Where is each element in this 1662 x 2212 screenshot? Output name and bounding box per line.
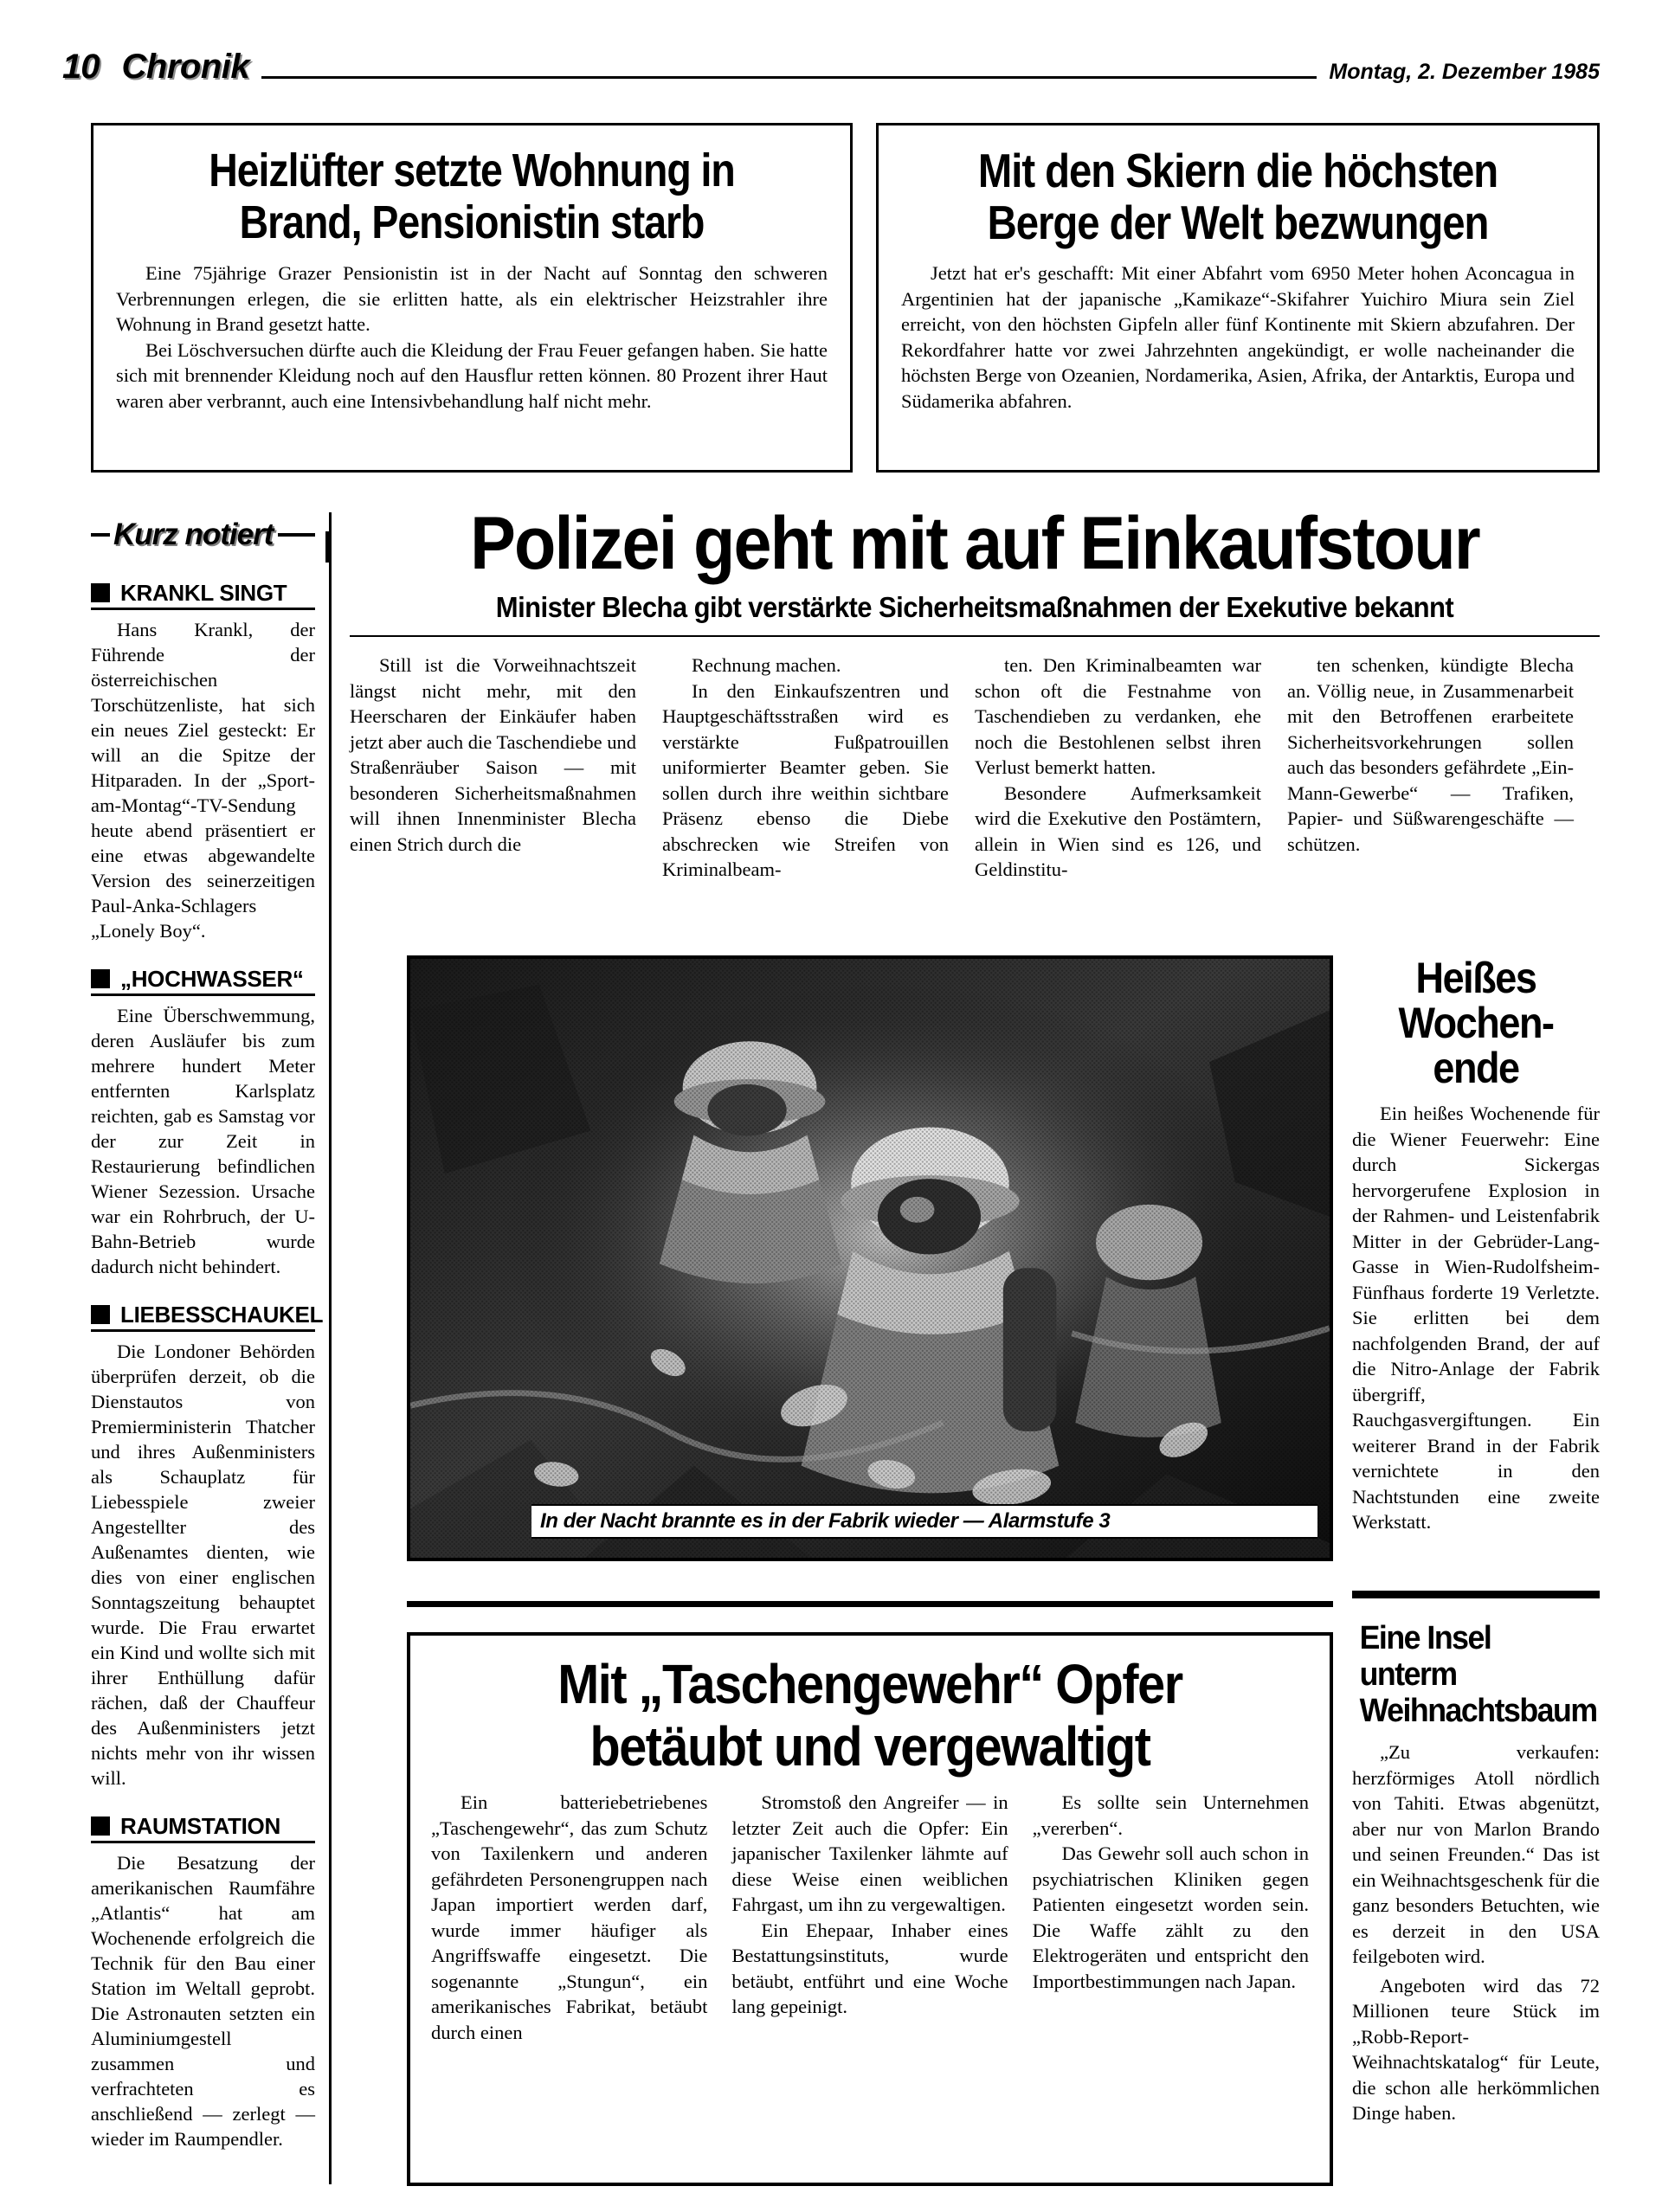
photo-firefighters [407,955,1333,1561]
story-ski-body [901,260,1575,414]
kurz-notiert-header [91,512,315,557]
kurz-item-body [91,617,315,943]
lead-column-2 [662,653,949,883]
paragraph: Besondere Aufmerksamkeit wird die Exekutive den Postämtern, allein in Wien sind es 126, und Geldinstitu- [975,781,1261,880]
kurz-notiert-column [91,512,332,2184]
paragraph: Ein batteriebetriebenes „Taschengewehr“, das zum Schutz von Taxilenkern und anderen gefährdeten Personengruppen nach Japan importiert werden darf, wurde immer häufiger als Angriffswaffe eingesetzt. Die sogenannte „Stungun“, ein amerikanisches Fabrikat, betäubt durch einen [431,1791,708,2043]
paragraph: Ein heißes Wochenende für die Wiener Feuerwehr: Eine durch Sickergas hervorgerufene Explosion in der Rahmen- und Leistenfabrik Mitter in der Gebrüder-Lang-Gasse in Wien-Rudolfsheim-Fünfhaus forderte 19 Verletzte. Sie erlitten bei dem nachfolgenden Brand, der auf die Nitro-Anlage der Fabrik übergriff, Rauchgasvergiftungen. Ein weiterer Brand in der Fabrik vernichtete in den Nachtstunden eine zweite Werkstatt. [1352,1103,1600,1533]
photo-image [410,959,1330,1560]
lead-story [350,504,1600,883]
paragraph: ten. Den Kriminalbeamten war schon oft die Festnahme von Taschendieben zu verdanken, ehe noch die Bestohlenen selbst ihren Verlust bemerkt hatten. [975,654,1261,778]
paragraph: ten schenken, kündigte Blecha an. Völlig neue, in Zusammenarbeit mit den Betroffenen erarbeitete Sicherheitsvorkehrungen sollen auch das besonders gefährdete „Ein-Mann-Gewerbe“ — Trafiken, Papier- und Süßwarengeschäfte — schützen. [1287,654,1574,855]
rule-above-taschengewehr [407,1601,1333,1607]
paragraph: Die Besatzung der amerikanischen Raumfähre „Atlantis“ hat am Wochenende erfolgreich die Technik für den Bau einer Station im Weltall geprobt. Die Astronauten setzten ein Aluminiumgestell zusammen und verfrachteten es anschließend — zerlegt — wieder im Raumpendler. [91,1852,315,2150]
taschengewehr-column-1 [431,1790,707,2045]
kurz-item-label: „HOCHWASSER“ [120,966,304,992]
lead-story-headline: Polizei geht mit auf Einkaufstour [470,502,1479,585]
hot-weekend-headline [1364,955,1587,1090]
kurz-item [91,1302,324,1791]
lead-column-1 [350,653,636,883]
story-island [1352,1620,1600,2126]
kurz-notiert-title: Kurz notiert [113,518,274,551]
square-bullet-icon [91,1305,110,1324]
taschengewehr-columns [431,1790,1309,2045]
paragraph: Hans Krankl, der Führende der österreichischen Torschützenliste, hat sich ein neues Ziel gesteckt: Er will an die Spitze der Hitparaden. In der „Sport-am-Montag“-TV-Sendung heute abend präsentiert er eine etwas abgewandelte Version des seinerzeitigen Paul-Anka-Schlagers „Lonely Boy“. [91,619,315,942]
story-fire-headline: Heizlüfter setzte Wohnung in Brand, Pensionistin starb [209,145,735,248]
kurz-item-label-row [91,1302,324,1332]
paragraph: Ein Ehepaar, Inhaber eines Bestattungsinstituts, wurde betäubt, entführt und eine Woche lang gepeinigt. [731,1919,1008,2017]
story-hot-weekend [1352,955,1600,1535]
paragraph: Rechnung machen. [692,654,841,676]
kurz-item [91,580,315,943]
headline-line-3: ende [1433,1044,1519,1092]
paragraph: Eine 75jährige Grazer Pensionistin ist in der Nacht auf Sonntag den schweren Verbrennungen erlegen, die sie erlitten hatte, als ein elektrischer Heizstrahler ihre Wohnung in Brand gesetzt hatte. [116,262,828,335]
paragraph: Es sollte sein Unternehmen „vererben“. [1032,1791,1309,1839]
paragraph: Still ist die Vorweihnachtszeit längst nicht mehr, mit den Heerscharen der Einkäufer haben jetzt aber auch die Taschendiebe und Straßenräuber Saison — mit besonderen Sicherheitsmaßnahmen will ihnen Innenminister Blecha einen Strich durch die [350,654,636,855]
kurz-item-label-row [91,966,315,996]
island-body [1352,1739,1600,2126]
taschengewehr-headline: Mit „Taschengewehr“ Opfer betäubt und vergewaltigt [557,1653,1182,1778]
masthead-date: Montag, 2. Dezember 1985 [1329,60,1600,84]
island-headline: Eine Insel unterm Weihnachtsbaum [1359,1620,1597,1729]
paragraph: Stromstoß den Angreifer — in letzter Zeit auch die Opfer: Ein japanischer Taxilenker lähmte auf diese Weise einen weiblichen Fahrgast, um ihn zu vergewaltigen. [731,1791,1008,1915]
photo-caption: In der Nacht brannte es in der Fabrik wieder — Alarmstufe 3 [531,1504,1317,1539]
kurz-item-label: RAUMSTATION [120,1813,280,1839]
paragraph: „Zu verkaufen: herzförmiges Atoll nördlich von Tahiti. Etwas abgenützt, aber nur von Marlon Brando und seinen Freunden.“ Das ist ein Weihnachtsgeschenk für die ganz besonders Betuchten, wie es derzeit in den USA feilgeboten wird. [1352,1741,1600,1967]
square-bullet-icon [91,583,110,602]
rule-right [278,533,315,537]
kurz-item-label: KRANKL SINGT [120,580,287,606]
section-title: Chronik [121,48,250,86]
masthead [62,42,1600,87]
paragraph: Angeboten wird das 72 Millionen teure Stück im „Robb-Report-Weihnachtskatalog“ für Leute, die schon alle herkömmlichen Dinge haben. [1352,1974,1600,2124]
square-bullet-icon [91,969,110,988]
headline-line-2: Wochen- [1398,999,1554,1047]
kurz-item [91,966,315,1279]
story-fire-body [116,260,828,414]
kurz-item-label: LIEBESSCHAUKEL [120,1302,324,1328]
headline-line-1: Heißes [1415,954,1536,1002]
paragraph: In den Einkaufszentren und Hauptgeschäftsstraßen wird es verstärkte Fußpatrouillen uniformierter Beamter geben. Sie sollen durch ihre weithin sichtbare Präsenz ebenso die Diebe abschrecken wie Streifen von Kriminalbeam- [662,679,949,880]
rule-left [91,533,110,537]
kurz-item-label-row [91,580,315,610]
paragraph: Das Gewehr soll auch schon in psychiatrischen Kliniken gegen Patienten eingesetzt worden sein. Die Waffe zählt zu den Elektrogeräten und entspricht den Importbestimmungen nach Japan. [1032,1842,1309,1992]
story-taschengewehr [407,1632,1333,2186]
kurz-item [91,1813,315,2151]
hot-weekend-body [1352,1101,1600,1535]
lead-column-4 [1287,653,1574,883]
story-box-fire [91,123,853,473]
rule-above-island-story [1352,1591,1600,1598]
lead-story-columns [350,653,1600,883]
kurz-item-body [91,1850,315,2151]
paragraph: Bei Löschversuchen dürfte auch die Kleidung der Frau Feuer gefangen haben. Sie hatte sich mit brennender Kleidung noch auf den Hausflur retten können. 80 Prozent ihrer Haut waren aber verbrannt, auch eine Intensivbehandlung half nicht mehr. [116,338,828,412]
masthead-left [62,48,249,87]
paragraph: Eine Überschwemmung, deren Ausläufer bis zum mehrere hundert Meter entfernten Karlsplatz reichten, gab es Samstag vor der zur Zeit in Restaurierung befindlichen Wiener Sezession. Ursache war ein Rohrbruch, der U-Bahn-Betrieb wurde dadurch nicht behindert. [91,1005,315,1277]
rule-corner [325,531,329,563]
taschengewehr-column-3 [1033,1790,1309,2045]
square-bullet-icon [91,1817,110,1836]
paragraph: Die Londoner Behörden überprüfen derzeit, ob die Dienstautos von Premierministerin Thatcher und ihres Außenministers als Schauplatz für Liebesspiele zweier Angestellter des Außenamtes dienten, wie dies von einer englischen Sonntagszeitung behauptet wurde. Die Frau erwartet ein Kind und wollte sich mit ihrer Enthüllung dafür rächen, daß der Chauffeur des Außenministers jetzt nichts mehr von ihr wissen will. [91,1341,315,1789]
kurz-item-body [91,1339,315,1791]
lead-column-3 [975,653,1261,883]
kurz-item-body [91,1003,315,1279]
page-folio-number: 10 [62,48,100,86]
kurz-item-label-row [91,1813,315,1843]
lead-story-subheadline: Minister Blecha gibt verstärkte Sicherheitsmaßnahmen der Exekutive bekannt [495,591,1454,623]
taschengewehr-column-2 [731,1790,1008,2045]
lead-story-rule [350,635,1600,637]
masthead-rule [261,76,1317,79]
story-ski-headline: Mit den Skiern die höchsten Berge der Welt bezwungen [977,144,1498,249]
paragraph: Jetzt hat er's geschafft: Mit einer Abfahrt vom 6950 Meter hohen Aconcagua in Argentinien hat der japanische „Kamikaze“-Skifahrer Yuichiro Miura sein Ziel erreicht, von den höchsten Gipfeln aller fünf Kontinente mit Skiern abzufahren. Der Rekordfahrer hatte vor zwei Jahrzehnten angekündigt, er wolle nacheinander die höchsten Berge von Ozeanien, Nordamerika, Asien, Afrika, der Antarktis, Europa und Südamerika abfahren. [901,262,1575,412]
story-box-ski [876,123,1600,473]
